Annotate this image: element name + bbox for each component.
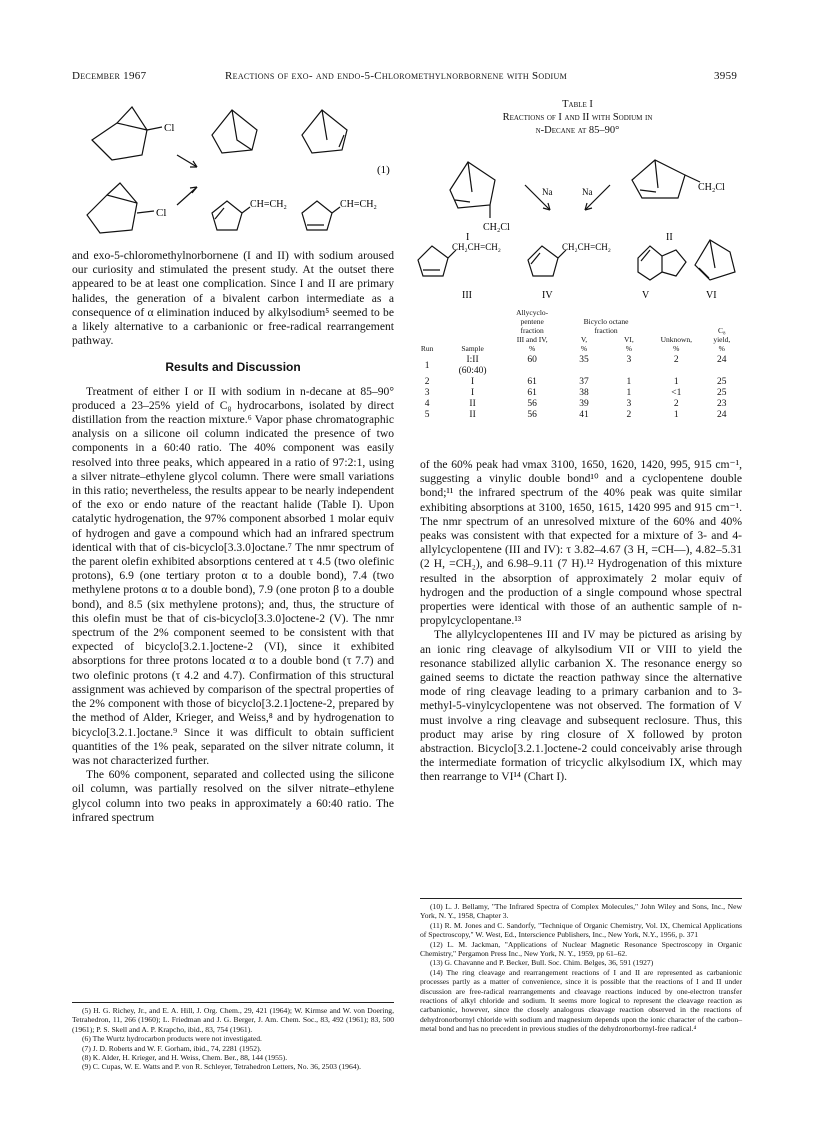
table-I bbox=[412, 308, 742, 421]
cell-run: 2 bbox=[424, 377, 430, 387]
table-caption-line-2: n-Decane at 85–90° bbox=[535, 125, 620, 136]
table-number: Table I bbox=[562, 99, 593, 110]
cell-sample-line: I:II bbox=[466, 355, 479, 365]
intro-paragraph: and exo-5-chloromethylnorbornene (I and II) with sodium aroused our curiosity and stimulated the present study. At the outset there appeared to be at least one complication. Since I and II are primary halides, the generation of a bivalent carbon intermediate as a consequence of α elimination induced by alkylsodium⁵ seemed to be a likely alternative to a carbanionic or free-radical rearrangement pathway. bbox=[72, 249, 394, 348]
cell-unknown: 1 bbox=[673, 410, 679, 420]
col-group-line: fraction bbox=[594, 326, 618, 335]
cell-vi: 3 bbox=[626, 399, 632, 409]
table-row bbox=[412, 377, 742, 388]
label-II: II bbox=[666, 232, 673, 243]
cell-run: 1 bbox=[424, 360, 430, 371]
cell-run: 5 bbox=[424, 410, 430, 420]
cell-yield: 25 bbox=[717, 388, 727, 398]
structure-VI bbox=[695, 240, 735, 280]
label-na-1: Na bbox=[542, 187, 553, 197]
col-unknown bbox=[651, 308, 701, 355]
cell-sample: I bbox=[470, 377, 475, 387]
cell-vi: 3 bbox=[626, 355, 632, 365]
table-row bbox=[412, 399, 742, 410]
label-IV: IV bbox=[542, 290, 553, 301]
vinylcyclopentene-structure-2 bbox=[302, 201, 340, 230]
col-v-line: V, bbox=[580, 335, 588, 344]
results-paragraph-2: The 60% component, separated and collected using the silicone oil column, was partially resolved on the silver nitrate–ethylene glycol column into two peaks in approximately a 60:40 ratio. The infrared spectrum bbox=[72, 768, 394, 824]
structure-IV bbox=[528, 246, 566, 276]
cell-unknown: 2 bbox=[673, 355, 679, 365]
table-header-row bbox=[412, 308, 742, 355]
cell-vi: 2 bbox=[626, 410, 632, 420]
col-unknown-line: Unknown, bbox=[660, 335, 693, 344]
right-column bbox=[420, 458, 742, 785]
footnote: (12) L. M. Jackman, "Applications of Nuclear Magnetic Resonance Spectroscopy in Organic Chemistry," Pergamon Press Inc., New York, N. Y., 1959, pp 61–62. bbox=[420, 939, 742, 959]
label-allyl-2: CH₂CH=CH₂ bbox=[562, 242, 611, 252]
footnote: (14) The ring cleavage and rearrangement reactions of I and II are represented as carbanionic processes partly as a matter of convenience, since it is possible that the reactions of I and II under discussion are free-radical rearrangements and cleavage reactions induced by one-electron transfer reactions of alkyl chloride and sodium. It seems more logical to represent the cleavage reaction as carbanionic, however, since the closely analogous cleavage reaction observed in the reactions of dehydronorbornyl chloride with sodium and magnesium depends upon the ionic character of the carbon–metal bond and has no precedent in previous studies of the dehydronorbornyl-free radical.⁴ bbox=[420, 967, 742, 1034]
page-number: 3959 bbox=[714, 70, 738, 82]
table-caption-line-1: Reactions of I and II with Sodium in bbox=[502, 112, 653, 123]
cell-vi: 1 bbox=[626, 377, 632, 387]
col-yield-line: % bbox=[718, 344, 725, 353]
results-paragraph-1: Treatment of either I or II with sodium in n-decane at 85–90° produced a 23–25% yield of C₈ hydrocarbons, isolated by direct distillation from the reaction mixture.⁶ Vapor phase chromatographic analysis on a silicone oil column indicated the presence of two components in a 60:40 ratio. The 40% component was easily resolved into three peaks, which appeared in a ratio of 97:2:1, using a silver nitrate–ethylene glycol column. There were small variations in this ratio; nevertheless, the results appear to be nearly independent of the exo or endo nature of the reactant halide (Table I). Upon catalytic hydrogenation, the 97% component absorbed 1 molar equiv of hydrogen and gave a compound which had an infrared spectrum identical with that of cis-bicyclo[3.3.0]octane.⁷ The nmr spectrum of the parent olefin exhibited absorptions centered at τ 4.5 (two olefinic protons), 6.9 (one tertiary proton α to a double bond), 7.4 (two methylene protons α to a double bond), 7.9 (one proton β to a double bond), and 8.5 (six methylene protons); and, thus, the structure of this olefin must be that of cis-bicyclo[3.3.0]octene-2 (V). The nmr spectrum of the 2% component seemed to be consistent with that expected of bicyclo[3.2.1.]octene-2 (VI), since it exhibited absorptions for three protons located α to a double bond (τ 7.7) and two olefinic protons (τ 4.2 and 4.7). Confirmation of this structural assignment was achieved by comparison of the spectral properties of the 2% component with those of bicyclo[3.2.1]octene-2, prepared by the method of Alder, Krieger, and Weiss,⁸ and by hydrogenation to bicyclo[3.2.1.]octane.⁹ Since it was difficult to obtain sufficient quantities of the 1% peak, separated on the silver nitrate column, it was not characterized further. bbox=[72, 384, 394, 767]
table-structures bbox=[410, 140, 745, 305]
norbornyl-chloride-structure-2 bbox=[87, 183, 154, 233]
label-allyl-1: CH₂CH=CH₂ bbox=[452, 242, 501, 252]
footnote: (7) J. D. Roberts and W. F. Gorham, ibid., 74, 2281 (1952). bbox=[82, 1043, 262, 1053]
label-na-2: Na bbox=[582, 187, 593, 197]
running-header-date: December 1967 bbox=[72, 70, 147, 82]
norbornyl-chloride-structure bbox=[92, 107, 162, 160]
cell-v: 35 bbox=[579, 355, 589, 365]
label-VI: VI bbox=[706, 290, 717, 301]
cell-run: 4 bbox=[424, 399, 430, 409]
cell-run: 3 bbox=[424, 388, 430, 398]
structure-V bbox=[638, 246, 686, 280]
col-allyl-line: Allycyclo- bbox=[516, 308, 549, 317]
label-ch2cl-2: CH₂Cl bbox=[698, 182, 725, 193]
table-title bbox=[420, 98, 735, 137]
table-row bbox=[412, 355, 742, 377]
footnote: (11) R. M. Jones and C. Sandorfy, "Technique of Organic Chemistry, Vol. IX, Chemical Applications of Spectroscopy," W. West, Ed., Interscience Publishers, Inc., New York, N.Y., 1956, p. 371 bbox=[420, 920, 742, 940]
table-row bbox=[412, 410, 742, 421]
structure-I bbox=[450, 162, 495, 218]
footnote: (6) The Wurtz hydrocarbon products were not investigated. bbox=[82, 1034, 262, 1044]
cell-unknown: 1 bbox=[673, 377, 679, 387]
cell-vi: 1 bbox=[626, 388, 632, 398]
footnote: (13) G. Chavanne and P. Becker, Bull. Soc. Chim. Belges, 36, 591 (1927) bbox=[430, 958, 654, 968]
col-vi-line: VI, bbox=[623, 335, 634, 344]
col-yield-line: C₈ bbox=[717, 326, 726, 335]
col-allyl-line: fraction bbox=[520, 326, 544, 335]
cell-sample: II bbox=[469, 410, 476, 420]
tricyclic-structure bbox=[212, 110, 257, 153]
scheme-label-vinyl-1: CH=CH₂ bbox=[250, 199, 287, 210]
footnote: (8) K. Alder, H. Krieger, and H. Weiss, Chem. Ber., 88, 144 (1955). bbox=[82, 1053, 288, 1063]
label-III: III bbox=[462, 290, 472, 301]
cell-sample bbox=[442, 355, 503, 377]
section-heading: Results and Discussion bbox=[165, 360, 301, 375]
footnote: (10) L. J. Bellamy, "The Infrared Spectra of Complex Molecules," John Wiley and Sons, Inc., New York, N. Y., 1958, Chapter 3. bbox=[420, 902, 742, 921]
cell-v: 37 bbox=[579, 377, 589, 387]
equation-number: (1) bbox=[377, 164, 390, 176]
footnote: (5) H. G. Richey, Jr., and E. A. Hill, J. Org. Chem., 29, 421 (1964); W. Kirmse and W. von Doering, Tetrahedron, 11, 266 (1960); L. Friedman and J. G. Berger, J. Am. Chem. Soc., 83, 492 (1961); 83, 500 (1961); P. S. Skell and A. P. Krapcho, ibid., 83, 754 (1961). bbox=[72, 1006, 394, 1034]
vinylcyclopentene-structure-1 bbox=[212, 201, 250, 230]
footnotes-left bbox=[72, 1006, 394, 1072]
structure-II bbox=[632, 160, 700, 198]
col-allyl-line: pentene bbox=[520, 317, 544, 326]
cell-unknown: <1 bbox=[671, 388, 682, 398]
scheme-label-cl-1: Cl bbox=[164, 122, 175, 134]
scheme-label-vinyl-2: CH=CH₂ bbox=[340, 199, 377, 210]
structure-III bbox=[418, 246, 456, 276]
footnotes-right bbox=[420, 902, 742, 1034]
running-header-title: Reactions of exo- and endo-5-Chloromethylnorbornene with Sodium bbox=[225, 70, 567, 82]
col-unknown-line: % bbox=[673, 344, 680, 353]
cell-v: 41 bbox=[579, 410, 589, 420]
cell-allyl: 61 bbox=[527, 388, 537, 398]
cell-sample: II bbox=[469, 399, 476, 409]
cell-allyl: 61 bbox=[527, 377, 537, 387]
col-vi-line: % bbox=[625, 344, 632, 353]
footnote: (9) C. Cupas, W. E. Watts and P. von R. Schleyer, Tetrahedron Letters, No. 36, 2503 (1964). bbox=[82, 1062, 361, 1072]
col-yield bbox=[702, 308, 742, 355]
label-I: I bbox=[466, 232, 470, 243]
cell-sample: I bbox=[470, 388, 475, 398]
cell-v: 39 bbox=[579, 399, 589, 409]
footnote-rule-left bbox=[72, 1002, 394, 1003]
left-column bbox=[72, 249, 394, 825]
col-sample: Sample bbox=[461, 344, 484, 353]
col-run: Run bbox=[420, 344, 434, 353]
cell-allyl: 56 bbox=[527, 410, 537, 420]
col-v-line: % bbox=[580, 344, 588, 353]
cell-yield: 25 bbox=[717, 377, 727, 387]
norbornene-structure bbox=[302, 110, 347, 153]
col-allyl bbox=[503, 308, 562, 355]
cell-unknown: 2 bbox=[673, 399, 679, 409]
col-allyl-line: % bbox=[529, 344, 536, 353]
ir-paragraph: of the 60% peak had νmax 3100, 1650, 1620, 1420, 995, 915 cm⁻¹, suggesting a vinylic double bond¹⁰ and a cyclopentene double bond;¹¹ the infrared spectrum of the 40% peak was quite similar exhibiting absorptions at 3100, 1650, 1615, 1420 995 and 915 cm⁻¹. The nmr spectrum of an unresolved mixture of the 60% and 40% peaks was consistent with that expected for a mixture of 3- and 4-allylcyclopentene (III and IV): τ 3.82–4.67 (3 H, =CH—), 4.82–5.31 (2 H, =CH₂), and 6.98–9.11 (7 H).¹² Hydrogenation of this mixture resulted in the absorption of approximately 2 molar equiv of hydrogen and the production of a single compound whose spectral properties were identical with those of an authentic sample of n-propylcyclopentane.¹³ bbox=[420, 458, 742, 628]
mechanism-paragraph: The allylcyclopentenes III and IV may be pictured as arising by an ionic ring cleavage of alkylsodium VII or VIII to yield the resonance stabilized allylic carbanion X. The resonance energy so gained seems to dictate the reaction pathway since the alternative mode of ring cleavage leading to a primary carbanion and to 3-methyl-5-vinylcyclopentene was not observed. The formation of V must involve a ring cleavage and subsequent reclosure. Thus, this product may arise by ring closure of X followed by proton abstraction. Bicyclo[3.2.1.]octene-2 could conceivably arise through the intermediate formation of tricyclic alkylsodium IX, which may then rearrange to VI¹⁴ (Chart I). bbox=[420, 628, 742, 784]
label-ch2cl-1: CH₂Cl bbox=[483, 222, 510, 233]
cell-yield: 23 bbox=[717, 399, 727, 409]
cell-yield: 24 bbox=[717, 410, 727, 420]
col-group-line: Bicyclo octane bbox=[583, 317, 629, 326]
cell-v: 38 bbox=[579, 388, 589, 398]
col-yield-line: yield, bbox=[713, 335, 731, 344]
cell-allyl: 56 bbox=[527, 399, 537, 409]
col-allyl-line: III and IV, bbox=[516, 335, 548, 344]
reaction-scheme-1 bbox=[72, 95, 402, 245]
label-V: V bbox=[642, 290, 650, 301]
cell-allyl: 60 bbox=[527, 355, 537, 365]
scheme-label-cl-2: Cl bbox=[156, 207, 167, 219]
table-row bbox=[412, 388, 742, 399]
footnote-rule-right bbox=[420, 898, 742, 899]
cell-sample-ratio: (60:40) bbox=[458, 366, 487, 376]
cell-yield: 24 bbox=[717, 355, 727, 365]
